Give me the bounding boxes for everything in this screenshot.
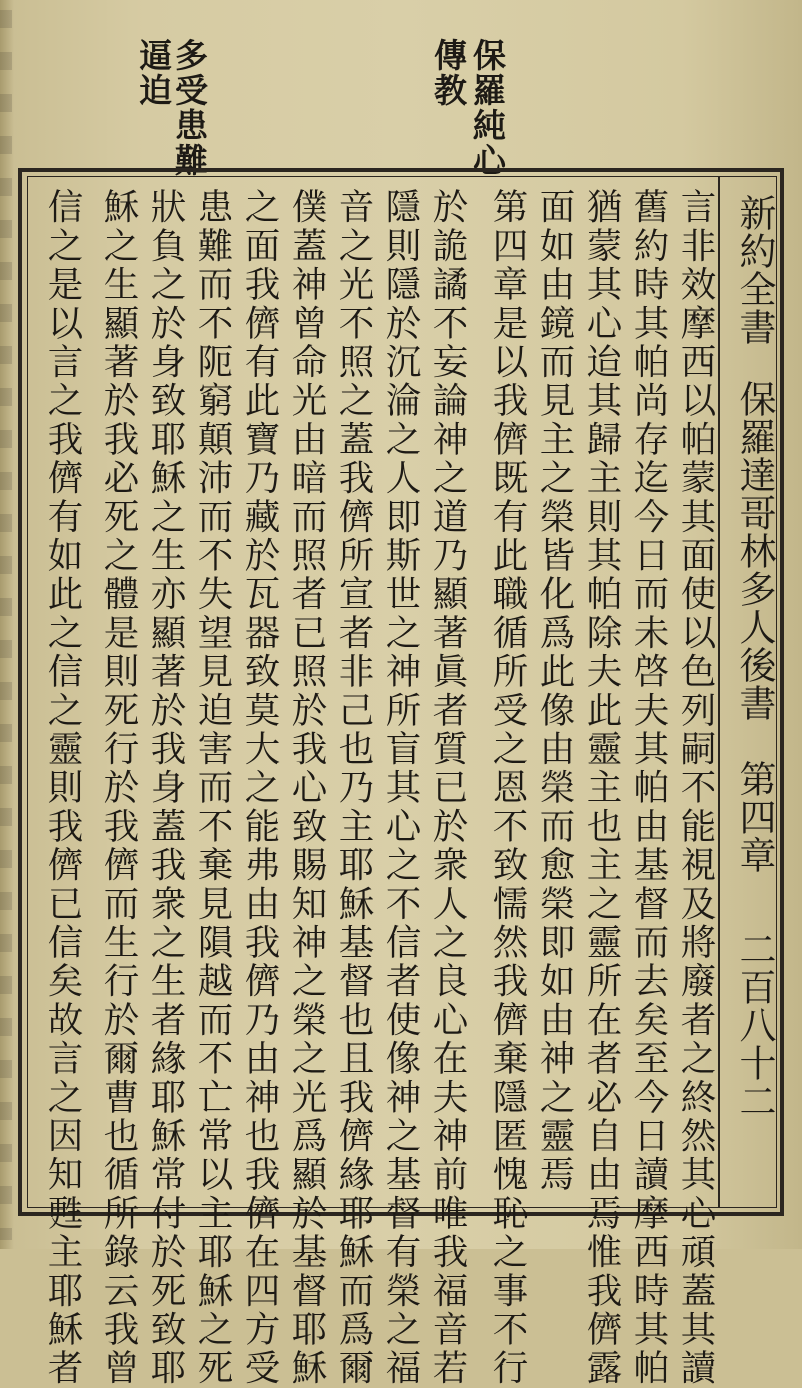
body-column-12: 狀負之於身致耶穌之生亦顯著於我身蓋我衆之生者緣耶穌常付於死致耶 bbox=[145, 188, 186, 1388]
body-column-6: 於詭譎不妄論神之道乃顯著眞者質已於衆人之良心在夫神前唯我福音若 bbox=[427, 188, 468, 1388]
running-head-page-number: 二百八十二 bbox=[733, 930, 776, 1120]
body-column-9: 僕蓋神曾命光由暗而照者已照於我心致賜知神之榮之光爲顯於基督耶穌 bbox=[286, 188, 327, 1388]
running-head-chapter: 保羅達哥林多人後書 第四章 bbox=[733, 380, 776, 874]
margin-note-3: 多受患難 bbox=[170, 38, 209, 178]
body-column-7: 隱則隱於沉淪之人即斯世之神所盲其心之不信者使像神之基督有榮之福 bbox=[380, 188, 421, 1388]
body-column-1: 言非效摩西以帕蒙其面使以色列嗣不能視及將廢者之終然其心頑蓋其讀 bbox=[675, 188, 716, 1388]
running-head-book: 新約全書 bbox=[733, 194, 776, 346]
margin-note-1: 保羅純心 bbox=[468, 38, 507, 178]
body-column-5: 第四章是以我儕既有此職循所受之恩不致懦然我儕棄隱匿愧恥之事不行 bbox=[487, 188, 528, 1388]
header-rule bbox=[718, 176, 720, 1208]
body-column-14: 信之是以言之我儕有如此之信之靈則我儕已信矣故言之因知甦主耶穌者 bbox=[42, 188, 83, 1388]
body-column-3: 猶蒙其心迨其歸主則其帕除夫此靈主也主之靈所在者必自由焉惟我儕露 bbox=[581, 188, 622, 1388]
body-column-2: 舊約時其帕尚存迄今日而未啓夫其帕由基督而去矣至今日讀摩西時其帕 bbox=[628, 188, 669, 1388]
body-column-11: 患難而不阨窮顛沛而不失望見迫害而不棄見隕越而不亡常以主耶穌之死 bbox=[192, 188, 233, 1388]
body-column-10: 之面我儕有此寶乃藏於瓦器致莫大之能弗由我儕乃由神也我儕在四方受 bbox=[239, 188, 280, 1388]
bleed-through-text bbox=[0, 10, 12, 1240]
body-column-4: 面如由鏡而見主之榮皆化爲此像由榮而愈榮即如由神之靈焉 bbox=[534, 188, 575, 1195]
margin-note-4: 逼迫 bbox=[134, 38, 173, 108]
margin-note-2: 傳教 bbox=[429, 38, 468, 108]
body-column-8: 音之光不照之蓋我儕所宣者非己也乃主耶穌基督也且我儕緣耶穌而爲爾 bbox=[333, 188, 374, 1388]
body-column-13: 穌之生顯著於我必死之體是則死行於我儕而生行於爾曹也循所錄云我曾 bbox=[98, 188, 139, 1388]
